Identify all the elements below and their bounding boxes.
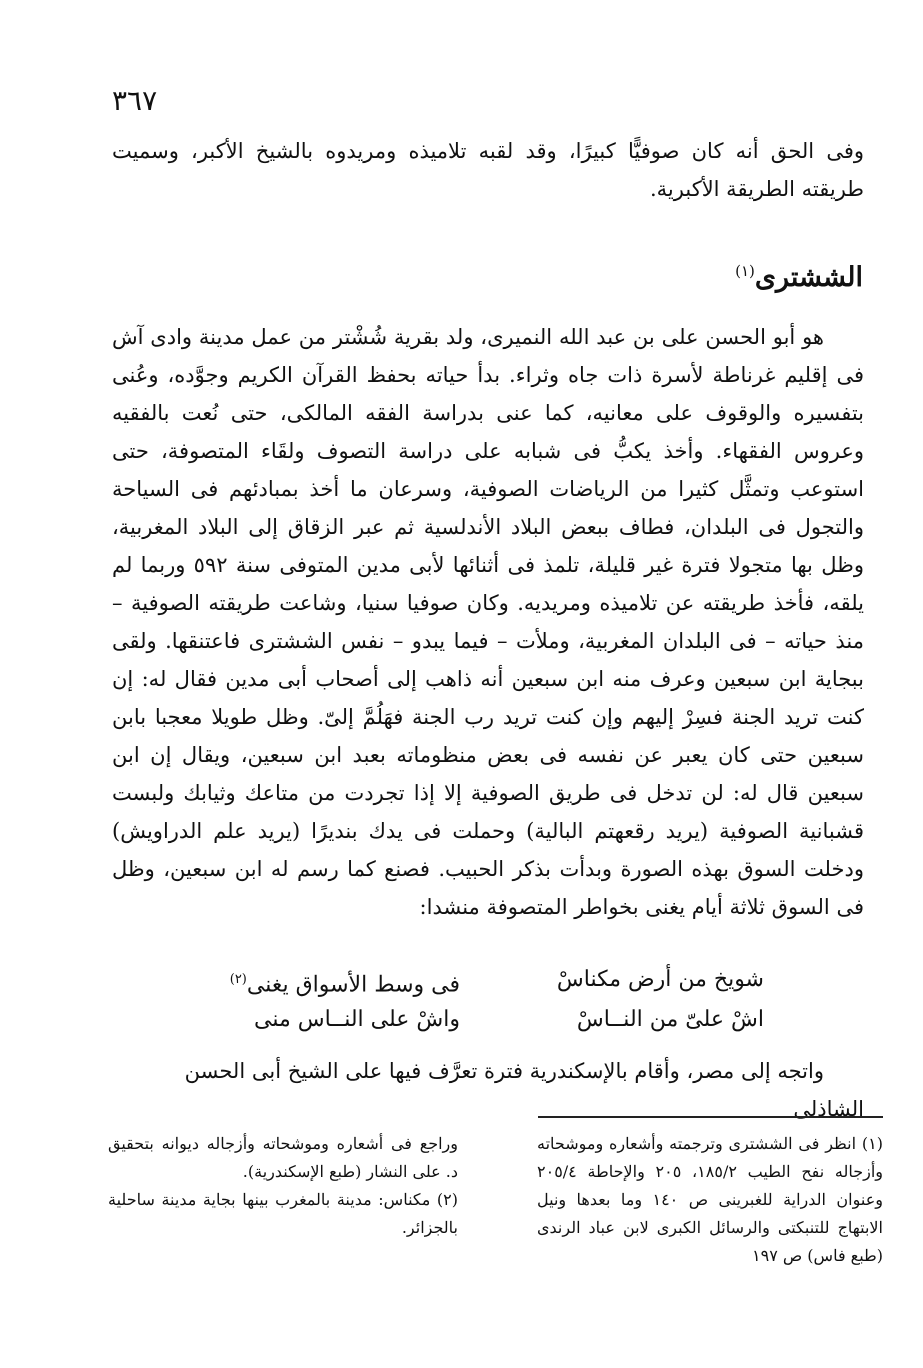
verse-second-text: فى وسط الأسواق يغنى	[246, 972, 460, 998]
section-title: الششترى	[754, 262, 863, 293]
verse-footnote-marker: (٢)	[229, 972, 247, 987]
closing-paragraph: واتجه إلى مصر، وأقام بالإسكندرية فترة تعرَّف فيها على الشيخ أبى الحسن الشاذلى	[184, 1059, 864, 1121]
heading-footnote-marker: (١)	[735, 262, 755, 280]
footnote-divider	[538, 1116, 883, 1118]
verse-line	[160, 1000, 764, 1040]
section-heading	[735, 262, 863, 293]
footnote-2: (٢) مكناس: مدينة بالمغرب بينها بجاية مدينة ساحلية بالجزائر.	[108, 1190, 458, 1237]
footnotes-left-column	[108, 1130, 458, 1242]
verse-second-hemistich: واشْ على النــاس منى	[254, 1007, 460, 1032]
verse-first-hemistich: اشْ علىّ من النــاسْ	[576, 1007, 764, 1032]
footnotes-right-column	[537, 1130, 883, 1270]
footnote-1-continued: وراجع فى أشعاره وموشحاته وأزجاله ديوانه بتحقيق د. على النشار (طبع الإسكندرية).	[108, 1134, 458, 1181]
verse-block	[160, 960, 764, 1040]
verse-first-hemistich: شويخ من أرض مكناسْ	[556, 967, 764, 992]
intro-paragraph: وفى الحق أنه كان صوفيًّا كبيرًا، وقد لقبه تلاميذه ومريدوه بالشيخ الأكبر، وسميت طريقته الطريقة الأكبرية.	[112, 139, 864, 201]
footnote-1: (١) انظر فى الششترى وترجمته وأشعاره وموشحاته وأزجاله نفح الطيب ١٨٥/٢، ٢٠٥ والإحاطة ٢٠٥/٤ وعنوان الدراية للغبرينى ص ١٤٠ وما بعدها ونيل الابتهاج للتنبكتى والرسائل الكبرى لابن عباد الرندى (طبع فاس) ص ١٩٧	[537, 1134, 883, 1265]
verse-line	[160, 960, 764, 1000]
page-number: ٣٦٧	[112, 84, 158, 117]
verse-second-hemistich	[160, 960, 460, 1000]
body-paragraph: هو أبو الحسن على بن عبد الله النميرى، ولد بقرية شُشْتر من عمل مدينة وادى آش فى إقليم غرناطة لأسرة ذات جاه وثراء. بدأ حياته بحفظ القرآن الكريم وجوَّده، وعُنى بتفسيره والوقوف على معانيه، كما عنى بدراسة الفقه المالكى، حتى نُعت بالفقيه وعروس الفقهاء. وأخذ يكبُّ فى شبابه على دراسة التصوف ولقَاء المتصوفة، حتى استوعب وتمثَّل كثيرا من الرياضات الصوفية، وسرعان ما أخذ بمبادئهم فى السياحة والتجول فى البلدان، فطاف ببعض البلاد الأندلسية ثم عبر الزقاق إلى البلاد المغربية، وظل بها متجولا فترة غير قليلة، تلمذ فى أثنائها لأبى مدين المتوفى سنة ٥٩٢ وربما لم يلقه، فأخذ طريقته عن تلاميذه ومريديه. وكان صوفيا سنيا، وشاعت طريقته الصوفية – منذ حياته – فى البلدان المغربية، وملأت – فيما يبدو – نفس الششترى فاعتنقها. ولقى ببجاية ابن سبعين وعرف منه ابن سبعين أنه ذاهب إلى أصحاب أبى مدين فقال له: إن كنت تريد الجنة فسِرْ إليهم وإن كنت تريد رب الجنة فهَلُمَّ إلىّ. وظل طويلا معجبا بابن سبعين حتى كان يعبر عن نفسه فى بعض منظوماته بعبد ابن سبعين، ويقال إن ابن سبعين قال له: لن تدخل فى طريق الصوفية إلا إذا تجردت من متاعك وثيابك ولبست قشبانية الصوفية (يريد رقعهتم البالية) وحملت فى يدك بنديرًا (يريد علم الدراويش) ودخلت السوق بهذه الصورة وبدأت بذكر الحبيب. فصنع كما رسم له ابن سبعين، وظل فى السوق ثلاثة أيام يغنى بخواطر المتصوفة منشدا:	[112, 325, 864, 919]
